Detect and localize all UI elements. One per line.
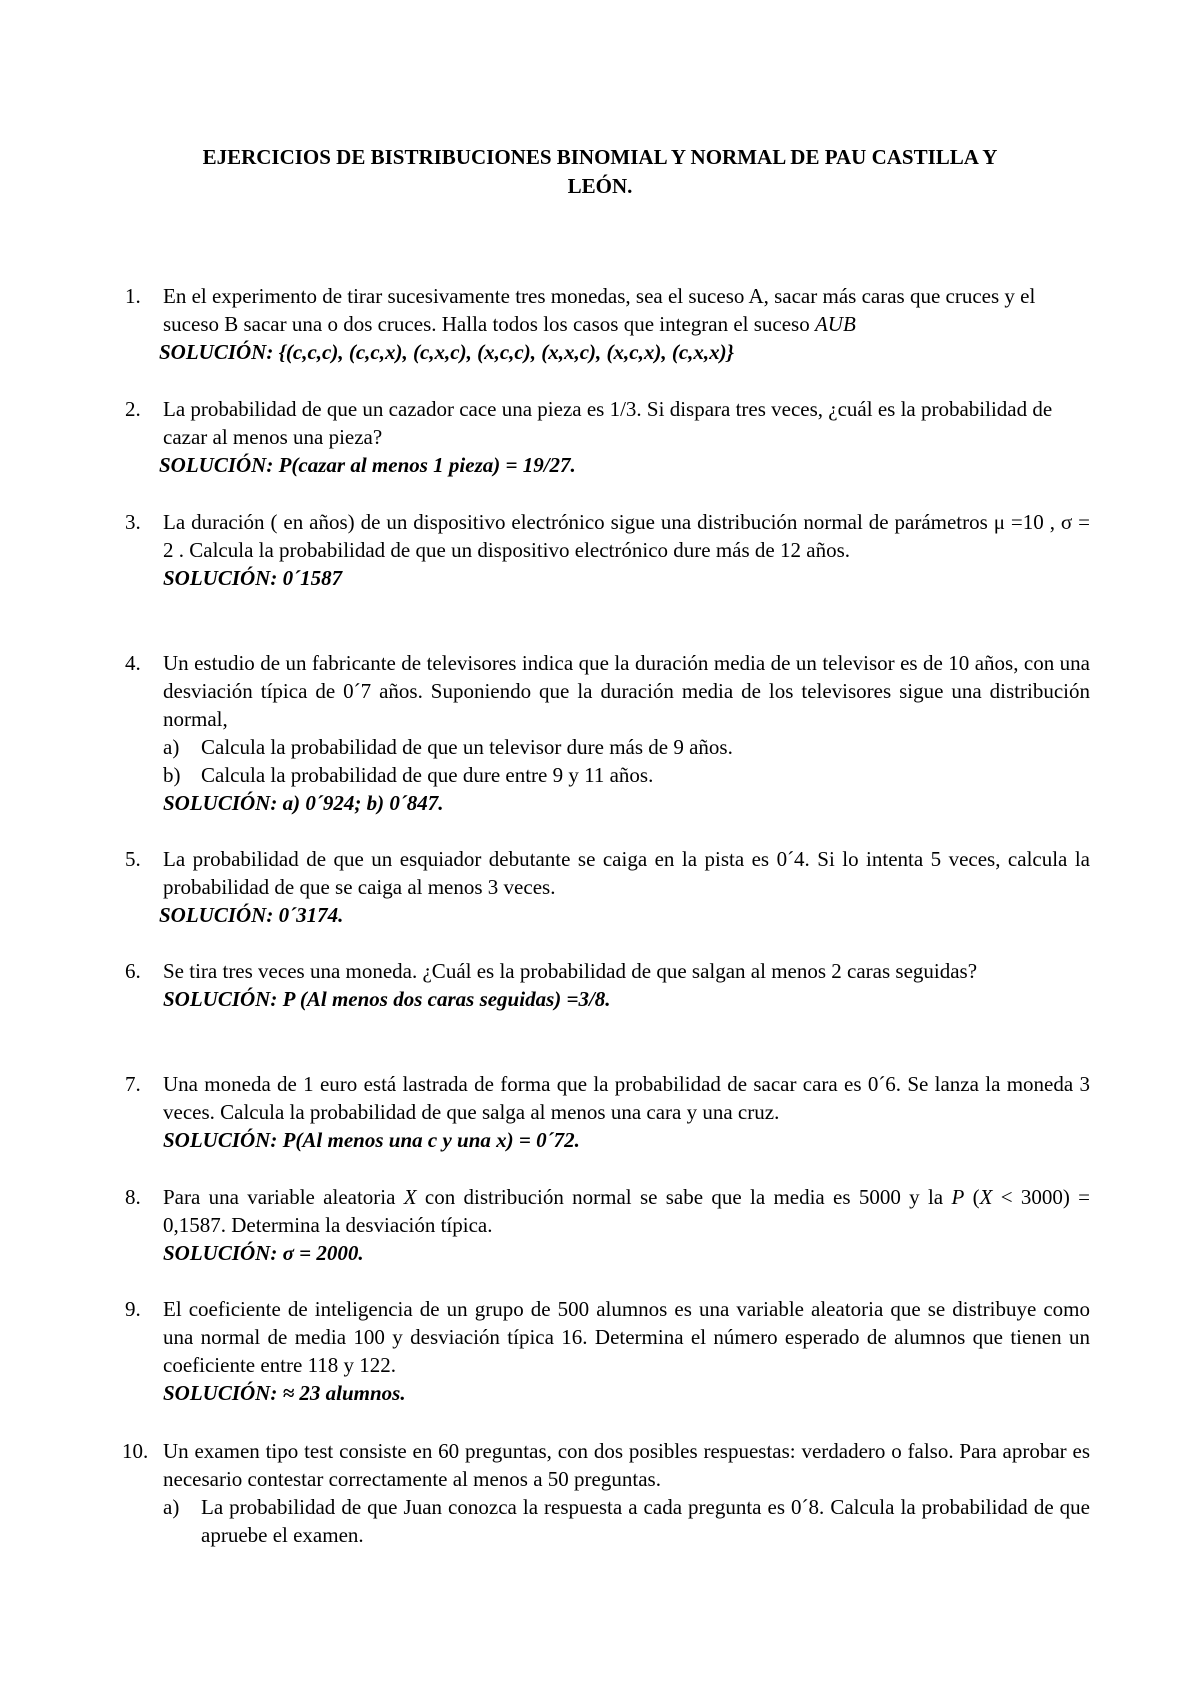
- exercise-text: [163, 282, 1090, 338]
- solution: SOLUCIÓN: 0´1587: [163, 566, 343, 590]
- solution: SOLUCIÓN: 0´3174.: [159, 903, 344, 927]
- exercise-number: 7.: [125, 1072, 141, 1096]
- exercise-text: Un estudio de un fabricante de televisores indica que la duración media de un televisor es de 10 años, con una desviación típica de 0´7 años. Suponiendo que la duración media de los televisores sigue una distribución normal,: [163, 651, 1090, 731]
- exercise-text-part: con distribución normal se sabe que la media es 5000 y la: [416, 1185, 952, 1209]
- exercise-text-part: < 3000) = 0,1587. Determina la desviación típica.: [163, 1185, 1091, 1237]
- solution: SOLUCIÓN: σ = 2000.: [163, 1241, 364, 1265]
- exercise-3: [125, 508, 1090, 592]
- exercise-body: [159, 282, 1090, 366]
- exercise-10: [122, 1437, 1090, 1549]
- solution: SOLUCIÓN: {(c,c,c), (c,c,x), (c,x,c), (x,c,c), (x,x,c), (x,c,x), (c,x,x)}: [159, 340, 734, 364]
- math-variable: AUB: [814, 312, 856, 336]
- exercise-body: [163, 649, 1090, 817]
- solution: SOLUCIÓN: a) 0´924; b) 0´847.: [163, 791, 444, 815]
- exercise-number: 9.: [125, 1297, 141, 1321]
- exercise-text: Un examen tipo test consiste en 60 preguntas, con dos posibles respuestas: verdadero o falso. Para aprobar es necesario contestar correctamente al menos a 50 preguntas.: [163, 1439, 1090, 1491]
- title-line-1: EJERCICIOS DE BISTRIBUCIONES BINOMIAL Y NORMAL DE PAU CASTILLA Y: [202, 145, 998, 169]
- solution: SOLUCIÓN: ≈ 23 alumnos.: [163, 1381, 406, 1405]
- exercise-7: [125, 1070, 1090, 1154]
- exercise-6: [125, 957, 1090, 1013]
- title-line-2: LEÓN.: [567, 174, 633, 198]
- exercise-number: 5.: [125, 847, 141, 871]
- math-variable: P: [951, 1185, 965, 1209]
- exercise-number: 4.: [125, 651, 141, 675]
- exercise-body: [163, 1437, 1090, 1549]
- exercise-text: La probabilidad de que un cazador cace una pieza es 1/3. Si dispara tres veces, ¿cuál es la probabilidad de cazar al menos una pieza?: [163, 397, 1053, 449]
- exercise-number: 8.: [125, 1185, 141, 1209]
- math-variable: X: [403, 1185, 417, 1209]
- exercise-body: [163, 1070, 1090, 1154]
- exercise-text-part: En el experimento de tirar sucesivamente tres monedas, sea el suceso A, sacar más caras que cruces y el suceso B sacar una o dos cruces. Halla todos los casos que integran el suceso: [163, 284, 1036, 336]
- exercise-body: [163, 508, 1090, 592]
- exercise-9: [125, 1295, 1090, 1407]
- exercise-body: [159, 395, 1090, 479]
- exercise-body: [163, 1295, 1090, 1407]
- exercise-number: 10.: [122, 1439, 149, 1463]
- subquestion-a: [163, 733, 1090, 761]
- exercise-text: La probabilidad de que un esquiador debutante se caiga en la pista es 0´4. Si lo intenta 5 veces, calcula la probabilidad de que se caiga al menos 3 veces.: [163, 847, 1090, 899]
- exercise-number: 6.: [125, 959, 141, 983]
- exercise-body: [163, 1183, 1090, 1267]
- exercise-body: [159, 845, 1090, 929]
- subquestion-label: a): [163, 735, 180, 759]
- exercise-text: El coeficiente de inteligencia de un grupo de 500 alumnos es una variable aleatoria que se distribuye como una normal de media 100 y desviación típica 16. Determina el número esperado de alumnos que tienen un coeficiente entre 118 y 122.: [163, 1297, 1090, 1377]
- subquestion-b: [163, 761, 1090, 789]
- exercise-5: [125, 845, 1090, 929]
- exercise-text: [163, 1183, 1090, 1239]
- exercise-number: 1.: [125, 284, 141, 308]
- subquestion-text: Calcula la probabilidad de que dure entre 9 y 11 años.: [201, 763, 654, 787]
- document-title: [130, 143, 1070, 201]
- exercise-8: [125, 1183, 1090, 1267]
- exercise-body: [163, 957, 1090, 1013]
- exercise-4: [125, 649, 1090, 817]
- subquestion-label: a): [163, 1495, 180, 1519]
- exercise-text: La duración ( en años) de un dispositivo electrónico sigue una distribución normal de parámetros μ =10 , σ = 2 . Calcula la probabilidad de que un dispositivo electrónico dure más de 12 años.: [163, 510, 1090, 562]
- exercise-number: 3.: [125, 510, 141, 534]
- exercise-1: [125, 282, 1090, 366]
- exercise-text-part: (: [964, 1185, 980, 1209]
- exercise-text: Se tira tres veces una moneda. ¿Cuál es la probabilidad de que salgan al menos 2 caras seguidas?: [163, 959, 978, 983]
- subquestion-a: [163, 1493, 1090, 1549]
- solution: SOLUCIÓN: P(cazar al menos 1 pieza) = 19/27.: [159, 453, 576, 477]
- solution: SOLUCIÓN: P(Al menos una c y una x) = 0´72.: [163, 1128, 580, 1152]
- subquestion-text: Calcula la probabilidad de que un televisor dure más de 9 años.: [201, 735, 733, 759]
- subquestion-label: b): [163, 763, 181, 787]
- math-variable: X: [979, 1185, 993, 1209]
- exercise-number: 2.: [125, 397, 141, 421]
- solution: SOLUCIÓN: P (Al menos dos caras seguidas) =3/8.: [163, 987, 611, 1011]
- exercise-2: [125, 395, 1090, 479]
- exercise-text: Una moneda de 1 euro está lastrada de forma que la probabilidad de sacar cara es 0´6. Se lanza la moneda 3 veces. Calcula la probabilidad de que salga al menos una cara y una cruz.: [163, 1072, 1090, 1124]
- exercise-text-part: Para una variable aleatoria: [163, 1185, 404, 1209]
- subquestion-text: La probabilidad de que Juan conozca la respuesta a cada pregunta es 0´8. Calcula la probabilidad de que apruebe el examen.: [201, 1495, 1090, 1547]
